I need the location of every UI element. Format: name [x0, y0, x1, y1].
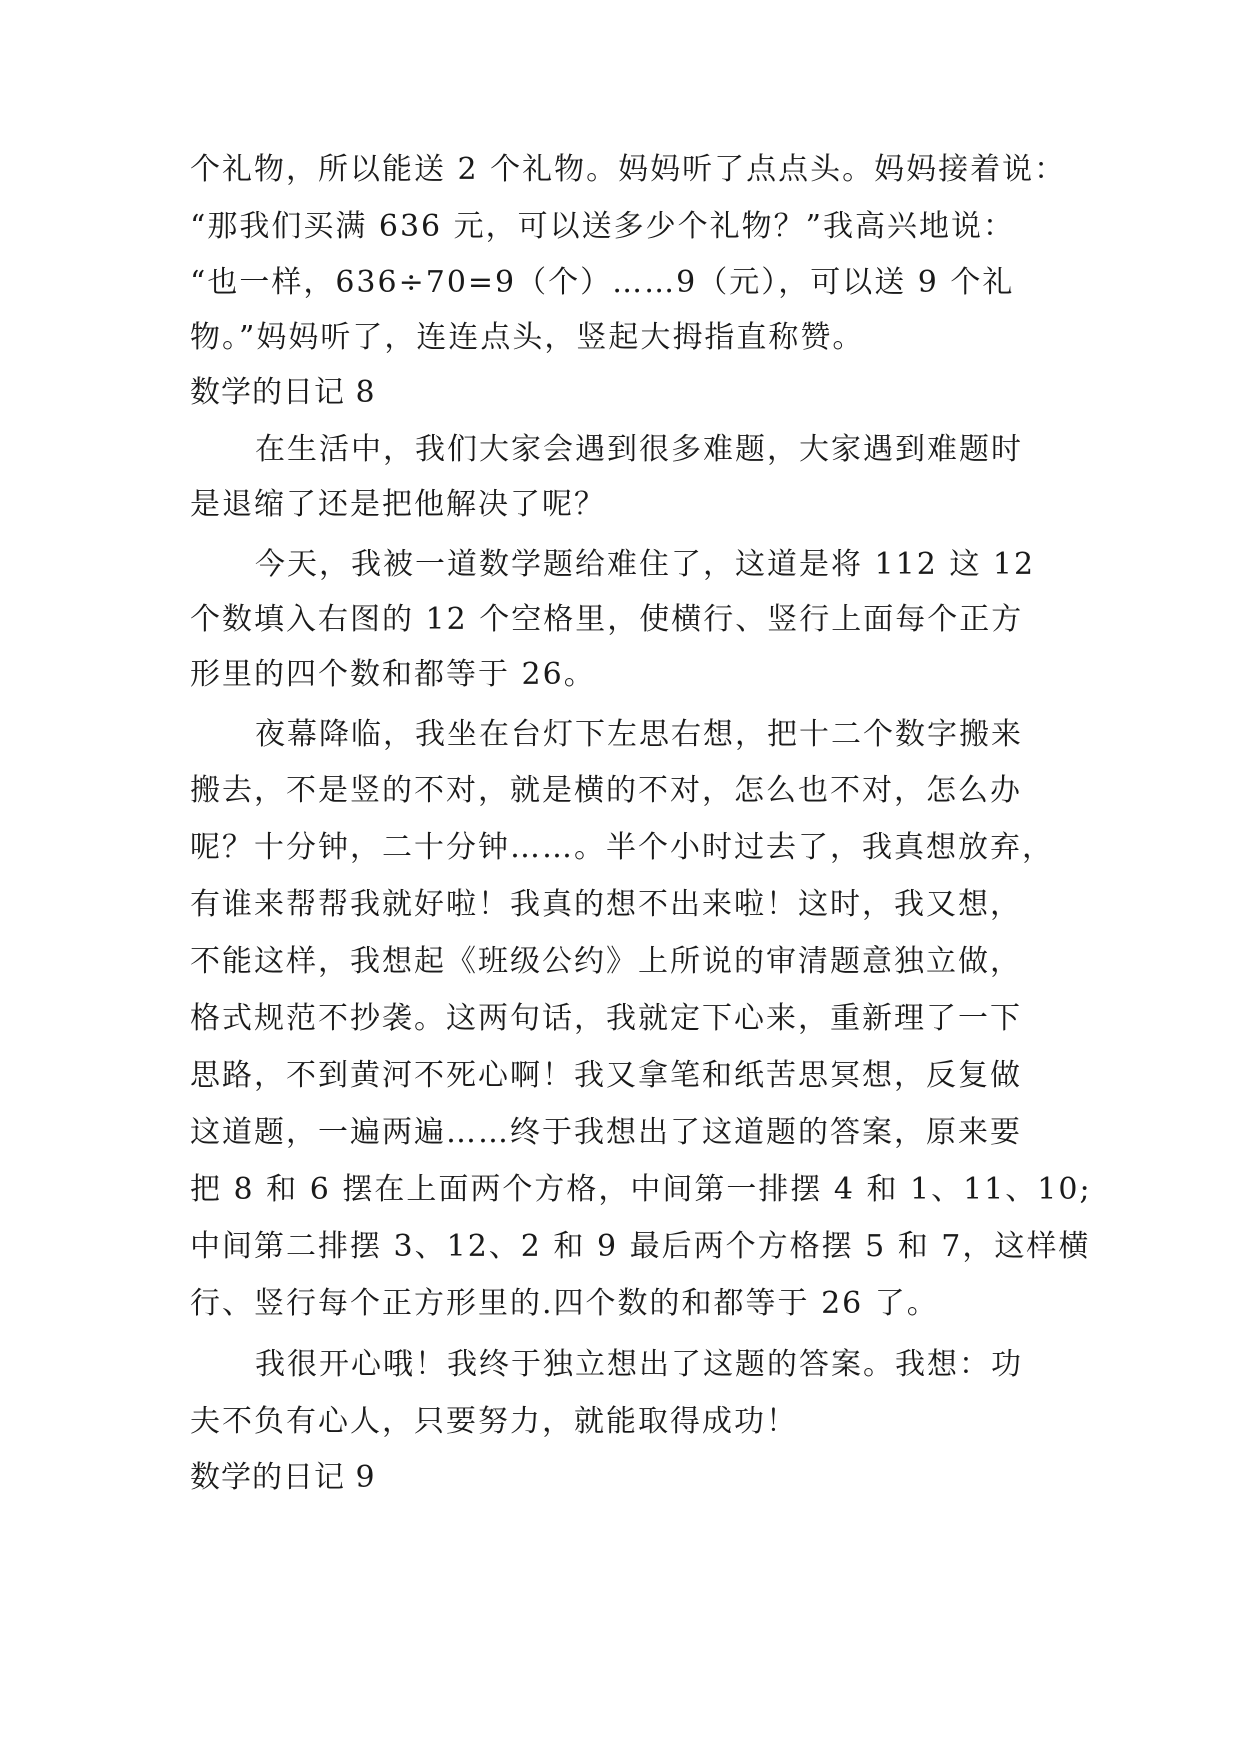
text-line: 格式规范不抄袭。这两句话，我就定下心来，重新理了一下: [190, 1001, 1022, 1036]
text-line: 把 8 和 6 摆在上面两个方格，中间第一排摆 4 和 1、11、10;: [190, 1172, 1092, 1207]
text-line: 有谁来帮帮我就好啦！我真的想不出来啦！这时，我又想，: [190, 887, 1022, 922]
text-line: 夜幕降临，我坐在台灯下左思右想，把十二个数字搬来: [255, 717, 1023, 752]
text-line: 不能这样，我想起《班级公约》上所说的审清题意独立做，: [190, 944, 1022, 979]
text-line: 夫不负有心人，只要努力，就能取得成功！: [190, 1404, 798, 1439]
text-line: “也一样，636÷70=9（个）……9（元），可以送 9 个礼: [190, 265, 1015, 300]
text-line: 我很开心哦！我终于独立想出了这题的答案。我想：功: [255, 1347, 1023, 1382]
section-heading-8: 数学的日记 8: [190, 375, 376, 410]
text-line: 呢？十分钟，二十分钟……。半个小时过去了，我真想放弃，: [190, 830, 1054, 865]
text-line: 中间第二排摆 3、12、2 和 9 最后两个方格摆 5 和 7，这样横: [190, 1229, 1091, 1264]
text-line: 个礼物，所以能送 2 个礼物。妈妈听了点点头。妈妈接着说：: [190, 152, 1067, 187]
text-line: 在生活中，我们大家会遇到很多难题，大家遇到难题时: [255, 432, 1023, 467]
text-line: 这道题，一遍两遍……终于我想出了这道题的答案，原来要: [190, 1115, 1022, 1150]
text-line: 搬去，不是竖的不对，就是横的不对，怎么也不对，怎么办: [190, 773, 1022, 808]
text-line: 个数填入右图的 12 个空格里，使横行、竖行上面每个正方: [190, 602, 1024, 637]
text-line: 行、竖行每个正方形里的.四个数的和都等于 26 了。: [190, 1286, 939, 1321]
text-line: 思路，不到黄河不死心啊！我又拿笔和纸苦思冥想，反复做: [190, 1058, 1022, 1093]
text-line: 是退缩了还是把他解决了呢？: [190, 487, 606, 522]
section-heading-9: 数学的日记 9: [190, 1460, 376, 1495]
text-line: 物。”妈妈听了，连连点头，竖起大拇指直称赞。: [190, 320, 865, 355]
text-line: 今天，我被一道数学题给难住了，这道是将 112 这 12: [255, 547, 1036, 582]
text-line: 形里的四个数和都等于 26。: [190, 657, 596, 692]
text-line: “那我们买满 636 元，可以送多少个礼物？”我高兴地说：: [190, 209, 1016, 244]
